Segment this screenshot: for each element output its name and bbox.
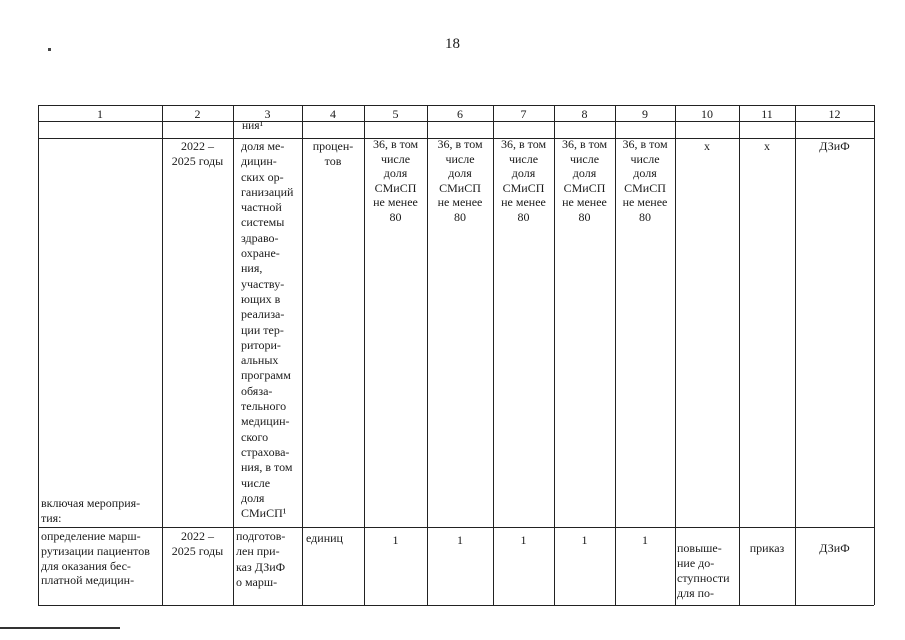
- column-rule: [233, 105, 234, 605]
- cell-indicator: доля ме- дицин- ских ор- ганизаций частной системы здраво- охране- ния, участву- ющих в реализа- ции тер- ритори- альных программ обяза- тельного медицин- ского страхова- ния, в том числе доля СМиСП¹: [241, 139, 294, 521]
- continued-text: ния¹: [242, 120, 264, 132]
- cell-result: повыше- ние до- ступности для по-: [677, 541, 730, 600]
- table: [38, 105, 874, 605]
- scan-mark: [48, 48, 51, 51]
- cell-period: 2022 – 2025 годы: [171, 139, 224, 168]
- cell-document: приказ: [749, 541, 785, 555]
- cell-unit: единиц: [306, 531, 343, 545]
- column-number: 8: [581, 107, 588, 121]
- page-number: 18: [445, 36, 460, 52]
- column-rule: [675, 105, 676, 605]
- cell-value: 1: [642, 533, 648, 547]
- cell-period: 2022 – 2025 годы: [171, 529, 224, 558]
- column-rule: [739, 105, 740, 605]
- cell-measure-name: определение марш- рутизации пациентов для оказания бес- платной медицин-: [41, 529, 150, 588]
- cell-value: 1: [457, 533, 463, 547]
- row-rule: [38, 527, 874, 528]
- cell-indicator: подготов- лен при- каз ДЗиФ о марш-: [236, 529, 286, 589]
- column-rule: [302, 105, 303, 605]
- cell-responsible: ДЗиФ: [819, 139, 850, 153]
- column-number: 10: [701, 107, 713, 121]
- cell-value: 36, в том числе доля СМиСП не менее 80: [437, 137, 483, 224]
- cell-unit: процен- тов: [312, 139, 354, 168]
- column-number: 7: [520, 107, 527, 121]
- column-number: 2: [194, 107, 201, 121]
- cell-value: 36, в том числе доля СМиСП не менее 80: [561, 137, 608, 224]
- column-number: 12: [828, 107, 841, 121]
- table-border-top: [38, 105, 874, 106]
- column-number: 3: [264, 107, 271, 121]
- cell-measure-name: включая мероприя- тия:: [41, 496, 141, 525]
- cell-document: х: [764, 139, 770, 153]
- table-border-bottom: [38, 605, 874, 606]
- column-rule: [874, 105, 875, 605]
- cell-value: 1: [581, 533, 588, 547]
- column-number: 6: [457, 107, 463, 121]
- header-rule: [38, 121, 874, 122]
- cell-value: 36, в том числе доля СМиСП не менее 80: [372, 137, 419, 224]
- column-rule: [795, 105, 796, 605]
- cell-value: 36, в том числе доля СМиСП не менее 80: [500, 137, 547, 224]
- cell-value: 1: [392, 533, 399, 547]
- cell-value: 36, в том числе доля СМиСП не менее 80: [622, 137, 668, 224]
- column-number: 9: [642, 107, 648, 121]
- column-number: 11: [761, 107, 773, 121]
- column-number: 1: [97, 107, 103, 121]
- footnote-separator: [0, 627, 120, 629]
- column-number: 4: [330, 107, 336, 121]
- cell-result: х: [704, 139, 710, 153]
- cell-value: 1: [520, 533, 527, 547]
- column-rule: [38, 105, 39, 605]
- cell-responsible: ДЗиФ: [819, 541, 850, 555]
- column-number: 5: [392, 107, 399, 121]
